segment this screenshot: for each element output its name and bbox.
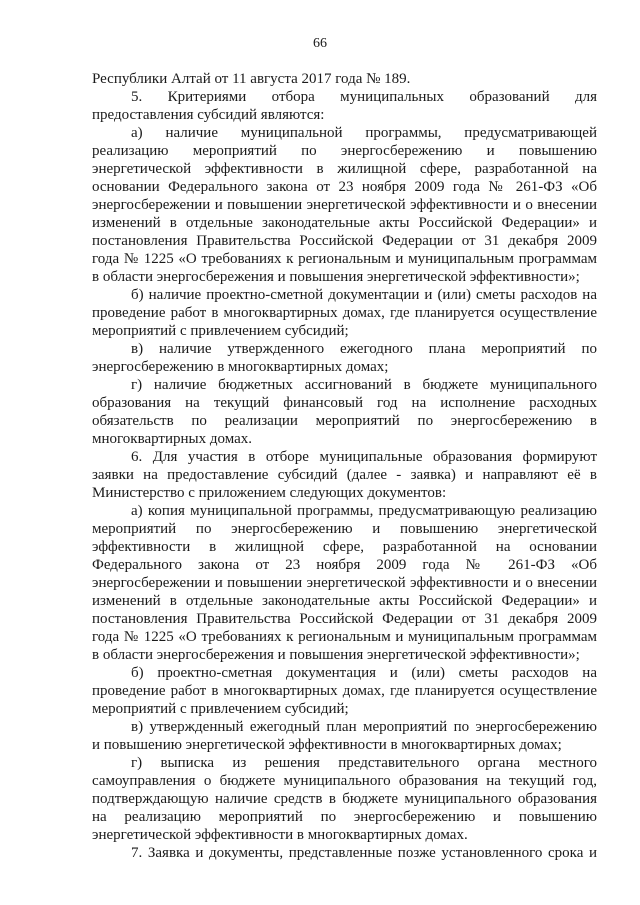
text-line: мероприятий с привлечением субсидий;	[92, 323, 349, 339]
text-line: мероприятий по энергосбережению и повышению энергетической	[92, 521, 597, 537]
text-line: б) наличие проектно-сметной документации и (или) сметы расходов на	[131, 287, 597, 303]
text-line: Министерство с приложением следующих документов:	[92, 485, 447, 501]
text-line: проведение работ в многоквартирных домах, где планируется осуществление	[92, 305, 597, 321]
text-line: а) копия муниципальной программы, предусматривающую реализацию	[131, 503, 597, 519]
text-line: образования на текущий финансовый год на исполнение расходных	[92, 395, 597, 411]
text-line: энергосбережении и повышении энергетической эффективности и о внесении	[92, 197, 597, 213]
text-line: года № 1225 «О требованиях к региональным и муниципальным программам	[92, 251, 597, 267]
text-line: многоквартирных домах.	[92, 431, 253, 447]
text-line: эффективности в жилищной сфере, разработанной на основании	[92, 539, 597, 555]
text-line: заявки на предоставление субсидий (далее - заявка) и направляют её в	[92, 467, 597, 483]
text-line: энергетической эффективности в жилищной сфере, разработанной на	[92, 161, 597, 177]
page-number: 66	[313, 36, 327, 51]
text-line: энергетической эффективности в многоквартирных домах.	[92, 827, 468, 843]
text-line: реализацию мероприятий по энергосбережению и повышению	[92, 143, 597, 159]
text-line: проведение работ в многоквартирных домах, где планируется осуществление	[92, 683, 597, 699]
text-line: г) выписка из решения представительного органа местного	[131, 755, 597, 771]
text-line: года № 1225 «О требованиях к региональным и муниципальным программам	[92, 629, 597, 645]
text-line: в) наличие утвержденного ежегодного плана мероприятий по	[131, 341, 597, 357]
text-line: предоставления субсидий являются:	[92, 107, 325, 123]
text-line: энергосбережению в многоквартирных домах;	[92, 359, 389, 375]
text-line: постановления Правительства Российской Федерации от 31 декабря 2009	[92, 611, 597, 627]
text-line: самоуправления о бюджете муниципального образования на текущий год,	[92, 773, 597, 789]
text-line: на реализацию мероприятий по энергосбережению и повышению	[92, 809, 597, 825]
text-line: 6. Для участия в отборе муниципальные образования формируют	[131, 449, 597, 465]
text-line: Федерального закона от 23 ноября 2009 года № 261-ФЗ «Об	[92, 557, 597, 573]
text-line: основании Федерального закона от 23 ноября 2009 года № 261-ФЗ «Об	[92, 179, 597, 195]
text-line: и повышению энергетической эффективности в многоквартирных домах;	[92, 737, 562, 753]
text-line: в области энергосбережения и повышения энергетической эффективности»;	[92, 647, 580, 663]
text-line: в области энергосбережения и повышения энергетической эффективности»;	[92, 269, 580, 285]
text-line: изменений в отдельные законодательные акты Российской Федерации» и	[92, 593, 597, 609]
text-line: г) наличие бюджетных ассигнований в бюджете муниципального	[131, 377, 597, 393]
text-line: 5. Критериями отбора муниципальных образований для	[131, 89, 597, 105]
text-line: мероприятий с привлечением субсидий;	[92, 701, 349, 717]
text-line: Республики Алтай от 11 августа 2017 года № 189.	[92, 71, 411, 87]
text-line: энергосбережении и повышении энергетической эффективности и о внесении	[92, 575, 597, 591]
text-line: постановления Правительства Российской Федерации от 31 декабря 2009	[92, 233, 597, 249]
text-line: обязательств по реализации мероприятий по энергосбережению в	[92, 413, 597, 429]
text-line: б) проектно-сметная документация и (или) сметы расходов на	[131, 665, 597, 681]
text-line: в) утвержденный ежегодный план мероприятий по энергосбережению	[131, 719, 597, 735]
text-line: 7. Заявка и документы, представленные позже установленного срока и	[131, 845, 597, 861]
text-line: а) наличие муниципальной программы, предусматривающей	[131, 125, 597, 141]
text-line: изменений в отдельные законодательные акты Российской Федерации» и	[92, 215, 597, 231]
text-line: подтверждающую наличие средств в бюджете муниципального образования	[92, 791, 597, 807]
